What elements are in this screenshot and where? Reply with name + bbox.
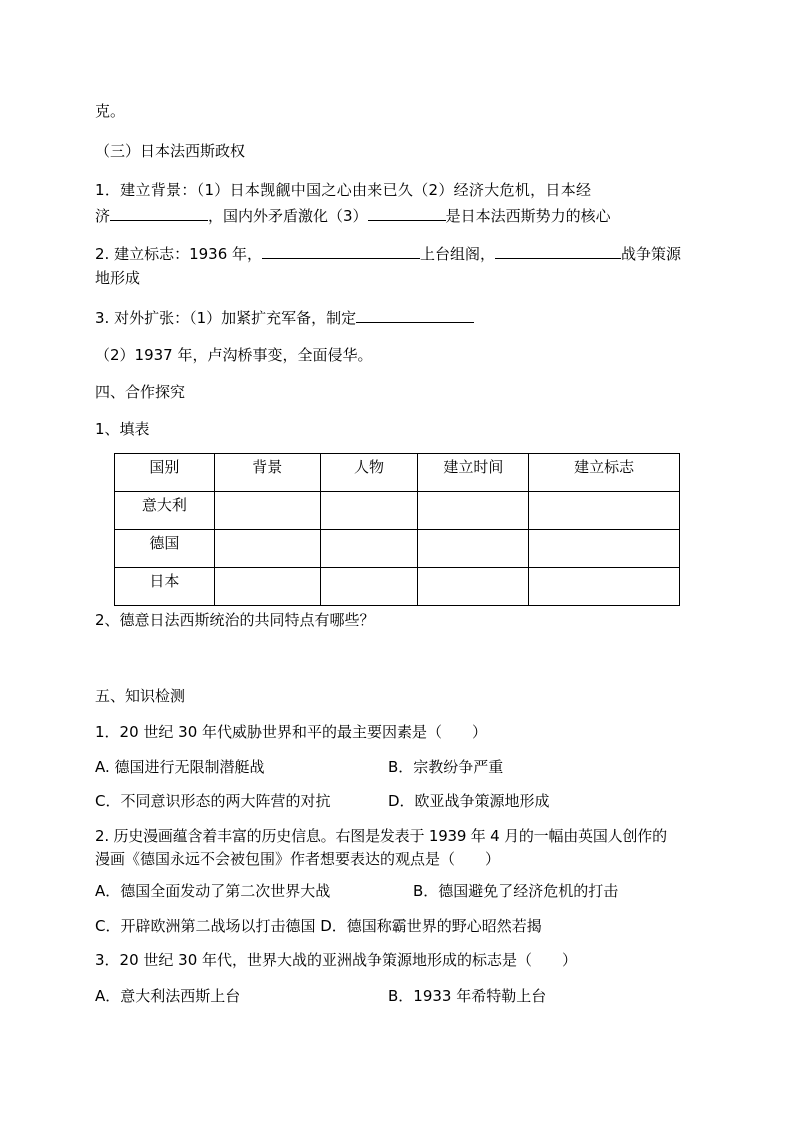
discussion-question: 2、德意日法西斯统治的共同特点有哪些？ [95, 611, 375, 629]
answer-blank[interactable] [262, 243, 420, 259]
answer-blank[interactable] [110, 205, 208, 221]
table-cell-country: 意大利 [115, 492, 215, 530]
table-cell[interactable] [214, 492, 320, 530]
table-cell[interactable] [214, 568, 320, 606]
fill-in-table [114, 453, 680, 606]
answer-blank[interactable] [356, 307, 474, 323]
table-cell[interactable] [320, 492, 418, 530]
table-cell[interactable] [418, 568, 529, 606]
background-line-1: 1．建立背景：（1）日本觊觎中国之心由来已久（2）经济大危机，日本经 [95, 181, 592, 199]
option-b[interactable]: B．1933 年希特勒上台 [388, 987, 547, 1005]
answer-blank[interactable] [495, 243, 621, 259]
task-fill-table: 1、填表 [95, 420, 150, 438]
text-segment: 战争策源 [621, 245, 682, 263]
table-header-cell: 建立标志 [529, 454, 680, 492]
option-a[interactable]: A．德国全面发动了第二次世界大战 [95, 882, 331, 900]
establishment-line-1 [95, 243, 681, 264]
section-heading-cooperation: 四、合作探究 [95, 383, 186, 401]
option-b[interactable]: B．宗教纷争严重 [388, 758, 504, 776]
table-header-row [115, 454, 680, 492]
option-c[interactable]: C．不同意识形态的两大阵营的对抗 [95, 792, 331, 810]
question-2-line-1: 2. 历史漫画蕴含着丰富的历史信息。右图是发表于 1939 年 4 月的一幅由英国人创作的 [95, 827, 667, 845]
option-a[interactable]: A. 德国进行无限制潜艇战 [95, 758, 265, 776]
table-cell[interactable] [418, 492, 529, 530]
table-cell[interactable] [529, 530, 680, 568]
option-a[interactable]: A．意大利法西斯上台 [95, 987, 241, 1005]
table-header-cell: 建立时间 [418, 454, 529, 492]
section-heading-test: 五、知识检测 [95, 687, 186, 705]
table-row [115, 530, 680, 568]
table-cell[interactable] [529, 568, 680, 606]
background-line-2 [95, 205, 611, 226]
table-header-cell: 背景 [214, 454, 320, 492]
question-3: 3．20 世纪 30 年代，世界大战的亚洲战争策源地形成的标志是（ ） [95, 951, 578, 969]
expansion-line-1 [95, 307, 474, 328]
expansion-line-2: （2）1937 年，卢沟桥事变，全面侵华。 [95, 346, 373, 364]
table-cell[interactable] [320, 568, 418, 606]
establishment-line-2: 地形成 [95, 269, 141, 287]
table-header-cell: 人物 [320, 454, 418, 492]
option-d[interactable]: D．欧亚战争策源地形成 [388, 792, 550, 810]
answer-blank[interactable] [368, 205, 446, 221]
table-row [115, 492, 680, 530]
question-2-line-2: 漫画《德国永远不会被包围》作者想要表达的观点是（ ） [95, 850, 501, 868]
question-1: 1．20 世纪 30 年代威胁世界和平的最主要因素是（ ） [95, 723, 488, 741]
option-b[interactable]: B．德国避免了经济危机的打击 [413, 882, 619, 900]
table-row [115, 568, 680, 606]
table-cell[interactable] [320, 530, 418, 568]
text-line: 克。 [95, 102, 126, 120]
table-cell-country: 日本 [115, 568, 215, 606]
table-cell-country: 德国 [115, 530, 215, 568]
text-segment: 济 [95, 207, 111, 225]
text-segment: ，国内外矛盾激化（3） [208, 207, 368, 225]
table-header-cell: 国别 [115, 454, 215, 492]
text-segment: 是日本法西斯势力的核心 [445, 207, 611, 225]
text-segment: 上台组阁， [420, 245, 496, 263]
section-heading-japan: （三）日本法西斯政权 [95, 142, 246, 160]
text-segment: 2. 建立标志：1936 年， [95, 245, 263, 263]
option-c-d[interactable]: C．开辟欧洲第二战场以打击德国 D．德国称霸世界的野心昭然若揭 [95, 917, 542, 935]
text-segment: 3. 对外扩张：（1）加紧扩充军备，制定 [95, 309, 357, 327]
table-cell[interactable] [529, 492, 680, 530]
table-cell[interactable] [418, 530, 529, 568]
table-cell[interactable] [214, 530, 320, 568]
